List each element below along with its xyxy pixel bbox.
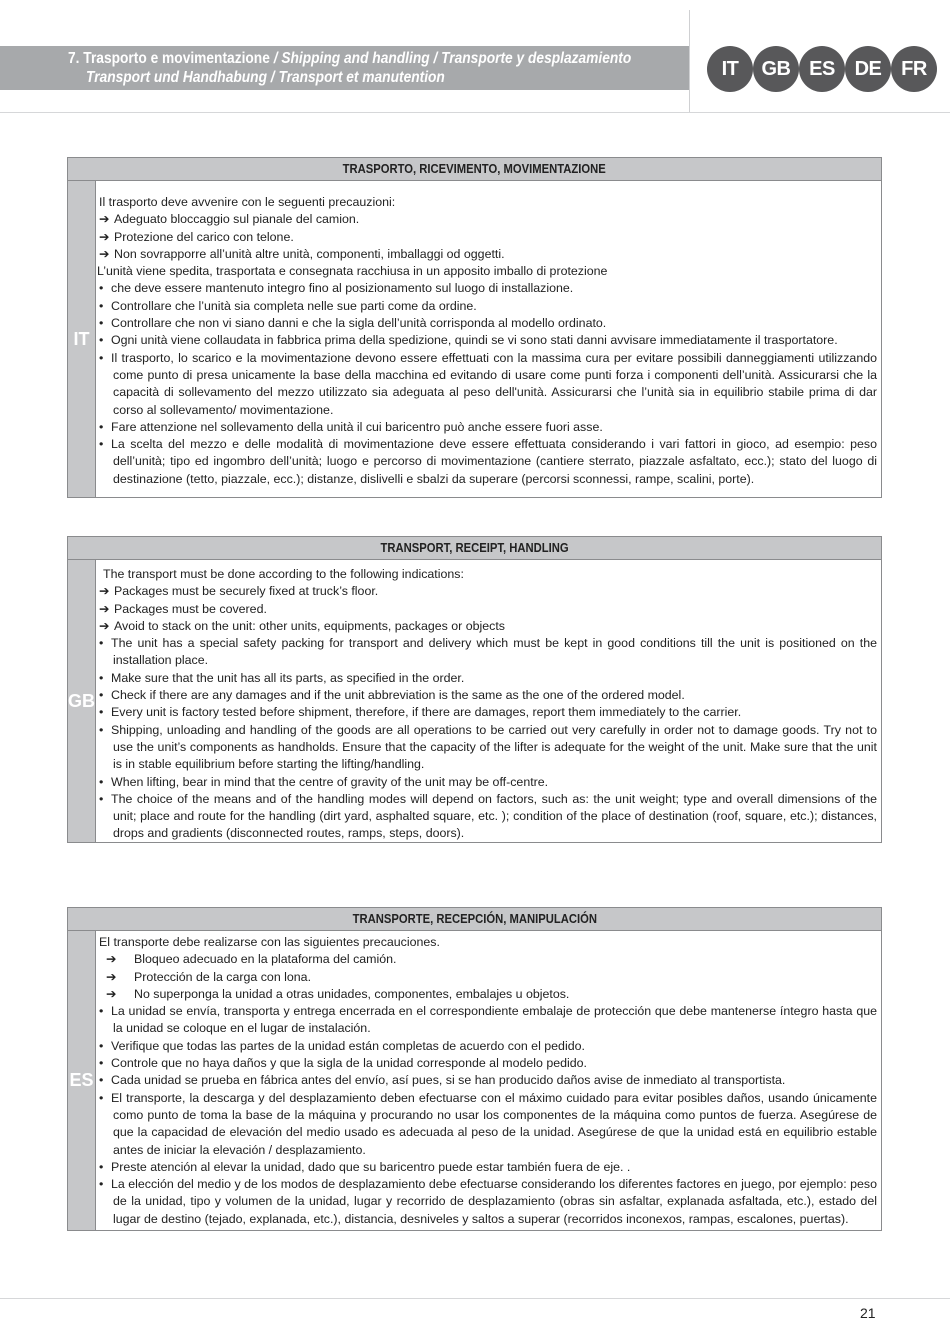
- list-item: • La elección del medio y de los modos de desplazamiento debe efectuarse considerando los diferentes factores en juego, por ejemplo: peso de la unidad, tipo y volumen de la unidad, lugar y recorrido de desplazamiento (obras sin asfaltar, explanada asfaltada, etc.), estado del lugar de destino (tejado, explanada, etc.), distancia, desniveles y saltos a superar (recorridos inconexos, rampas, escalones, puertas).: [99, 1177, 877, 1226]
- list-item: ➔ Adeguato bloccaggio sul pianale del camion.: [99, 211, 877, 228]
- bullet-icon: •: [99, 281, 104, 296]
- list-item: • The choice of the means and of the handling modes will depend on factors, such as: the unit weight; type and overall dimensions of the unit; place and route for the handling (dirt yard, asphalted square, etc. ); condition of the place of destination (roof, square, etc.); distances, drops and gradients (disconnected routes, ramps, steps, doors).: [99, 791, 877, 841]
- bullet-icon: •: [99, 705, 104, 720]
- list-item: • Verifique que todas las partes de la unidad están completas de acuerdo con el pedido.: [99, 1038, 877, 1055]
- bullet-icon: •: [99, 1073, 104, 1088]
- bullet-icon: •: [99, 774, 104, 789]
- list-item: • Controle que no haya daños y que la sigla de la unidad corresponde al modelo pedido.: [99, 1055, 877, 1072]
- list-item: • Fare attenzione nel sollevamento della unità il cui baricentro può anche essere fuori asse.: [99, 419, 877, 436]
- arrow-icon: ➔: [99, 601, 110, 616]
- bullet-icon: •: [99, 437, 104, 452]
- bullet-icon: •: [99, 688, 104, 703]
- section-es: [67, 907, 882, 1231]
- header-rule: [0, 112, 950, 113]
- language-label: GB: [68, 560, 96, 842]
- lang-badge-it[interactable]: IT: [707, 46, 753, 92]
- list-item: ➔ Bloqueo adecuado en la plataforma del camión.: [99, 951, 877, 968]
- bullet-icon: •: [99, 1004, 104, 1019]
- arrow-icon: ➔: [106, 986, 117, 1001]
- section-title: [68, 49, 631, 87]
- bullet-icon: •: [99, 1090, 104, 1105]
- bullet-icon: •: [99, 722, 104, 737]
- list-item: ➔ Non sovrapporre all’unità altre unità, componenti, imballaggi od oggetti.: [99, 246, 877, 263]
- list-item: • Every unit is factory tested before shipment, therefore, if there are damages, report them immediately to the carrier.: [99, 704, 877, 721]
- bullet-icon: •: [99, 333, 104, 348]
- list-item: •L’unità viene spedita, trasportata e consegnata racchiusa in un apposito imballo di protezione che deve essere mantenuto integro fino al posizionamento sul luogo di installazione.: [99, 263, 877, 298]
- arrow-icon: ➔: [99, 212, 110, 227]
- list-item: • La unidad se envía, transporta y entrega encerrada en el correspondiente embalaje de protección que debe mantenerse íntegro hasta que la unidad se coloque en el lugar de instalación.: [99, 1004, 877, 1036]
- bullet-icon: •: [99, 419, 104, 434]
- arrow-icon: ➔: [106, 952, 117, 967]
- list-item: • Controllare che l’unità sia completa nelle sue parti come da ordine.: [99, 298, 877, 315]
- section-title-translations: / Shipping and handling / Transporte y desplazamiento: [269, 50, 632, 67]
- intro-text: El transporte debe realizarse con las siguientes precauciones.: [99, 935, 440, 949]
- list-item: • Cada unidad se prueba en fábrica antes del envío, así pues, si se han producido daños avise de inmediato al transportista.: [99, 1072, 877, 1089]
- bullet-icon: •: [99, 1159, 104, 1174]
- section-heading: TRANSPORTE, RECEPCIÓN, MANIPULACIÓN: [68, 908, 881, 931]
- section-title-prefix: 7. Trasporto e movimentazione: [68, 50, 270, 67]
- list-item: ➔ No superponga la unidad a otras unidades, componentes, embalajes u objetos.: [99, 986, 877, 1003]
- bullet-icon: •: [99, 791, 104, 806]
- page-number: 21: [860, 1305, 876, 1321]
- bullet-icon: •: [99, 298, 104, 313]
- section-body: [68, 931, 881, 1230]
- list-item: • Il trasporto, lo scarico e la movimentazione devono essere effettuati con la massima cura per evitare possibili danneggiamenti utilizzando come punto di presa unicamente la base della macchina ed evitando di usare come punti forza i componenti dell’unità. Assicurarsi che la capacità di sollevamento del mezzo utilizzato sia adeguata al peso dell'unità. Assicurarsi che l’unità sia in equilibrio stabile prima di dar corso al sollevamento/ movimentazione.: [99, 350, 877, 417]
- list-item: • El transporte, la descarga y del desplazamiento deben efectuarse con el máximo cuidado para evitar posibles daños, usando únicamente como punto de toma la base de la máquina y procurando no usar los componentes de la máquina como puntos de fuerza. Asegúrese de que la capacidad de elevación del medio usado es adecuada al peso de la unidad. Asegúrese de que la unidad está en equilibrio estable antes de iniciar la elevación / desplazamiento.: [99, 1090, 877, 1157]
- language-label: IT: [68, 181, 96, 497]
- lang-badge-es[interactable]: ES: [799, 46, 845, 92]
- arrow-icon: ➔: [99, 246, 110, 261]
- intro-text: The transport must be done according to the following indications:: [103, 567, 464, 581]
- section-text: [99, 194, 877, 488]
- list-item: ➔ Avoid to stack on the unit: other units, equipments, packages or objects: [99, 618, 877, 635]
- list-item: • Preste atención al elevar la unidad, dado que su baricentro puede estar también fuera de eje. .: [99, 1159, 877, 1176]
- lang-badge-fr[interactable]: FR: [891, 46, 937, 92]
- list-item: ➔ Packages must be securely fixed at truck’s floor.: [99, 583, 877, 600]
- bullet-icon: •: [99, 1056, 104, 1071]
- list-item: • La scelta del mezzo e delle modalità di movimentazione deve essere effettuata considerando i vari fattori in gioco, ad esempio: peso dell’unità; tipo ed ingombro dell’unità; luogo e percorso di movimentazione (cantiere sterrato, piazzale asfaltato, ecc.); stato del luogo di destinazione (tetto, piazzale, ecc.); distanze, dislivelli e sbalzi da superare (percorsi sconnessi, rampe, scalini, porte).: [99, 437, 877, 486]
- section-heading: TRANSPORT, RECEIPT, HANDLING: [68, 537, 881, 560]
- bullet-icon: •: [99, 636, 104, 651]
- section-text: [99, 934, 877, 1228]
- list-item: • Check if there are any damages and if the unit abbreviation is the same as the one of the ordered model.: [99, 687, 877, 704]
- list-item: ➔ Packages must be covered.: [99, 601, 877, 618]
- bullet-icon: •: [99, 1038, 104, 1053]
- arrow-icon: ➔: [99, 229, 110, 244]
- section-heading: TRASPORTO, RICEVIMENTO, MOVIMENTAZIONE: [68, 158, 881, 181]
- section-text: [99, 566, 877, 843]
- arrow-icon: ➔: [106, 969, 117, 984]
- section-gb: [67, 536, 882, 843]
- language-label: ES: [68, 931, 96, 1230]
- list-item: • Shipping, unloading and handling of the goods are all operations to be carried out very carefully in order not to damage goods. Try not to use the unit’s components as handholds. Ensure that the capacity of the lifter is adequate for the weight of the unit. Make sure that the unit is in stable equilibrium before starting the lifting/handling.: [99, 722, 877, 772]
- section-body: [68, 560, 881, 842]
- list-item: • Controllare che non vi siano danni e che la sigla dell’unità corrisponda al modello ordinato.: [99, 315, 877, 332]
- lang-badge-de[interactable]: DE: [845, 46, 891, 92]
- list-item: • When lifting, bear in mind that the centre of gravity of the unit may be off-centre.: [99, 774, 877, 791]
- intro-text: Il trasporto deve avvenire con le seguenti precauzioni:: [99, 195, 396, 209]
- list-item: • Ogni unità viene collaudata in fabbrica prima della spedizione, quindi se vi sono stati danni avvisare immediatamente il trasportatore.: [99, 332, 877, 349]
- section-it: [67, 157, 882, 498]
- arrow-icon: ➔: [99, 618, 110, 633]
- header-divider: [689, 10, 690, 113]
- section-title-line2: Transport und Handhabung / Transport et manutention: [86, 69, 445, 86]
- list-item: ➔ Protezione del carico con telone.: [99, 229, 877, 246]
- bullet-icon: •: [99, 316, 104, 331]
- arrow-icon: ➔: [99, 584, 110, 599]
- lang-badge-gb[interactable]: GB: [753, 46, 799, 92]
- bullet-icon: •: [99, 670, 104, 685]
- list-item: • Make sure that the unit has all its parts, as specified in the order.: [99, 670, 877, 687]
- footer-rule: [0, 1298, 950, 1299]
- bullet-icon: •: [99, 1177, 104, 1192]
- bullet-icon: •: [99, 350, 104, 365]
- list-item: ➔ Protección de la carga con lona.: [99, 969, 877, 986]
- list-item: • The unit has a special safety packing for transport and delivery which must be kept in good conditions till the unit is positioned on the installation place.: [99, 636, 877, 668]
- section-body: [68, 181, 881, 497]
